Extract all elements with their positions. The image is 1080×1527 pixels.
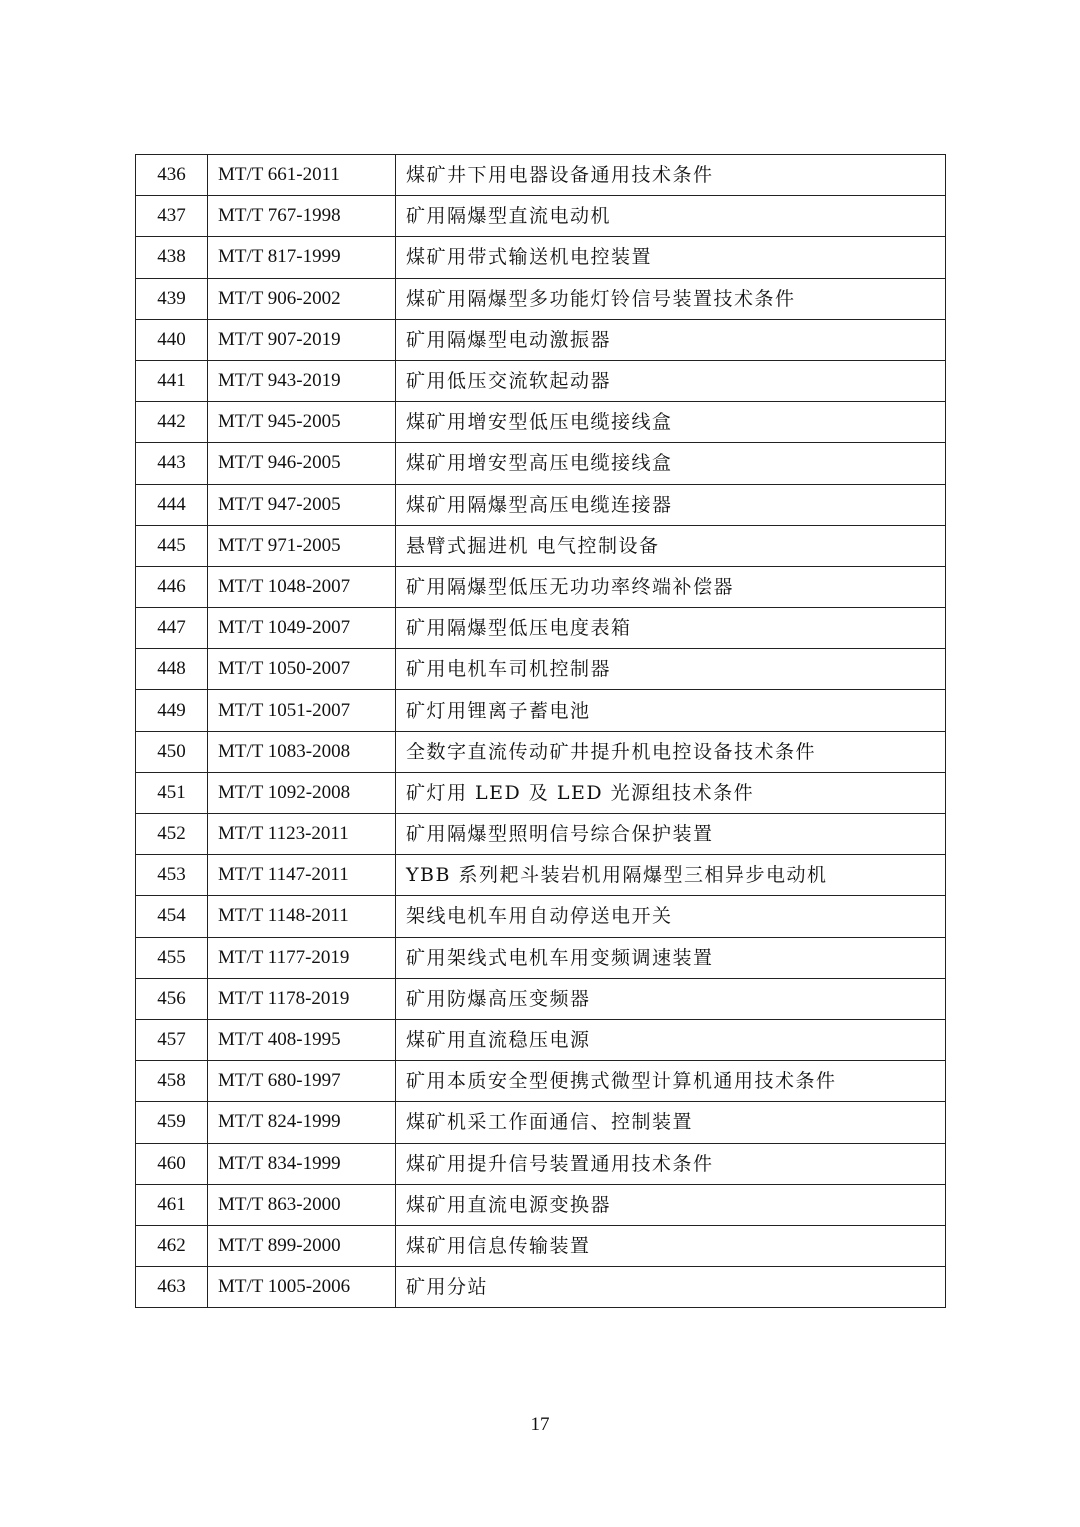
- standard-name-cell: 煤矿用隔爆型多功能灯铃信号装置技术条件: [396, 278, 946, 319]
- table-row: [136, 690, 946, 731]
- standard-name-cell: 矿用隔爆型照明信号综合保护装置: [396, 814, 946, 855]
- standard-code-cell: MT/T 945-2005: [208, 402, 396, 443]
- standard-name-cell: 矿用电机车司机控制器: [396, 649, 946, 690]
- standard-code-cell: MT/T 1123-2011: [208, 814, 396, 855]
- table-row: [136, 1102, 946, 1143]
- standard-code-cell: MT/T 946-2005: [208, 443, 396, 484]
- row-number-cell: 450: [136, 731, 208, 772]
- row-number-cell: 441: [136, 360, 208, 401]
- row-number-cell: 463: [136, 1267, 208, 1308]
- row-number-cell: 459: [136, 1102, 208, 1143]
- table-row: [136, 1184, 946, 1225]
- standard-name-cell: 矿灯用锂离子蓄电池: [396, 690, 946, 731]
- standard-name-cell: 煤矿用信息传输装置: [396, 1225, 946, 1266]
- table-row: [136, 278, 946, 319]
- standard-name-cell: 矿用本质安全型便携式微型计算机通用技术条件: [396, 1061, 946, 1102]
- standard-name-cell: 矿用隔爆型低压电度表箱: [396, 608, 946, 649]
- table-row: [136, 237, 946, 278]
- row-number-cell: 461: [136, 1184, 208, 1225]
- standard-name-cell: 矿用架线式电机车用变频调速装置: [396, 937, 946, 978]
- standard-code-cell: MT/T 1005-2006: [208, 1267, 396, 1308]
- row-number-cell: 437: [136, 196, 208, 237]
- row-number-cell: 458: [136, 1061, 208, 1102]
- standard-name-cell: 煤矿井下用电器设备通用技术条件: [396, 155, 946, 196]
- row-number-cell: 439: [136, 278, 208, 319]
- table-row: [136, 772, 946, 813]
- row-number-cell: 460: [136, 1143, 208, 1184]
- standard-code-cell: MT/T 834-1999: [208, 1143, 396, 1184]
- table-row: [136, 731, 946, 772]
- table-row: [136, 1225, 946, 1266]
- table-row: [136, 566, 946, 607]
- row-number-cell: 438: [136, 237, 208, 278]
- table-row: [136, 525, 946, 566]
- standard-code-cell: MT/T 1147-2011: [208, 855, 396, 896]
- row-number-cell: 448: [136, 649, 208, 690]
- standard-code-cell: MT/T 947-2005: [208, 484, 396, 525]
- row-number-cell: 451: [136, 772, 208, 813]
- standard-name-cell: 煤矿用直流电源变换器: [396, 1184, 946, 1225]
- standard-code-cell: MT/T 863-2000: [208, 1184, 396, 1225]
- row-number-cell: 452: [136, 814, 208, 855]
- row-number-cell: 454: [136, 896, 208, 937]
- table-row: [136, 1061, 946, 1102]
- row-number-cell: 436: [136, 155, 208, 196]
- table-row: [136, 484, 946, 525]
- row-number-cell: 456: [136, 978, 208, 1019]
- standard-code-cell: MT/T 1178-2019: [208, 978, 396, 1019]
- standard-name-cell: 悬臂式掘进机 电气控制设备: [396, 525, 946, 566]
- standard-name-cell: 煤矿用隔爆型高压电缆连接器: [396, 484, 946, 525]
- table-row: [136, 1143, 946, 1184]
- row-number-cell: 447: [136, 608, 208, 649]
- standard-name-cell: YBB 系列耙斗装岩机用隔爆型三相异步电动机: [396, 855, 946, 896]
- standard-code-cell: MT/T 971-2005: [208, 525, 396, 566]
- standard-name-cell: 架线电机车用自动停送电开关: [396, 896, 946, 937]
- row-number-cell: 446: [136, 566, 208, 607]
- table-row: [136, 1267, 946, 1308]
- table-row: [136, 937, 946, 978]
- table-row: [136, 443, 946, 484]
- table-row: [136, 402, 946, 443]
- table-row: [136, 155, 946, 196]
- table-row: [136, 319, 946, 360]
- standard-name-cell: 矿用隔爆型低压无功功率终端补偿器: [396, 566, 946, 607]
- standards-table-body: [136, 155, 946, 1308]
- table-row: [136, 649, 946, 690]
- standard-code-cell: MT/T 1051-2007: [208, 690, 396, 731]
- standard-code-cell: MT/T 1049-2007: [208, 608, 396, 649]
- page-number: 17: [530, 1414, 550, 1435]
- row-number-cell: 440: [136, 319, 208, 360]
- row-number-cell: 455: [136, 937, 208, 978]
- standard-code-cell: MT/T 1092-2008: [208, 772, 396, 813]
- standard-name-cell: 煤矿机采工作面通信、控制装置: [396, 1102, 946, 1143]
- standard-name-cell: 矿用低压交流软起动器: [396, 360, 946, 401]
- table-row: [136, 978, 946, 1019]
- row-number-cell: 445: [136, 525, 208, 566]
- standard-code-cell: MT/T 1048-2007: [208, 566, 396, 607]
- standard-code-cell: MT/T 1148-2011: [208, 896, 396, 937]
- standard-name-cell: 矿用防爆高压变频器: [396, 978, 946, 1019]
- standard-code-cell: MT/T 408-1995: [208, 1019, 396, 1060]
- standard-code-cell: MT/T 1177-2019: [208, 937, 396, 978]
- standard-name-cell: 矿灯用 LED 及 LED 光源组技术条件: [396, 772, 946, 813]
- row-number-cell: 443: [136, 443, 208, 484]
- standard-name-cell: 矿用分站: [396, 1267, 946, 1308]
- standard-name-cell: 煤矿用直流稳压电源: [396, 1019, 946, 1060]
- standard-code-cell: MT/T 661-2011: [208, 155, 396, 196]
- standard-code-cell: MT/T 943-2019: [208, 360, 396, 401]
- standard-code-cell: MT/T 906-2002: [208, 278, 396, 319]
- table-row: [136, 196, 946, 237]
- table-row: [136, 814, 946, 855]
- standard-code-cell: MT/T 899-2000: [208, 1225, 396, 1266]
- standards-table: [135, 154, 946, 1308]
- standard-code-cell: MT/T 767-1998: [208, 196, 396, 237]
- standard-code-cell: MT/T 1050-2007: [208, 649, 396, 690]
- standard-name-cell: 煤矿用提升信号装置通用技术条件: [396, 1143, 946, 1184]
- standard-name-cell: 矿用隔爆型直流电动机: [396, 196, 946, 237]
- standard-name-cell: 煤矿用增安型高压电缆接线盒: [396, 443, 946, 484]
- row-number-cell: 462: [136, 1225, 208, 1266]
- table-row: [136, 360, 946, 401]
- standard-name-cell: 煤矿用带式输送机电控装置: [396, 237, 946, 278]
- standard-name-cell: 全数字直流传动矿井提升机电控设备技术条件: [396, 731, 946, 772]
- table-row: [136, 1019, 946, 1060]
- standard-code-cell: MT/T 817-1999: [208, 237, 396, 278]
- standard-code-cell: MT/T 907-2019: [208, 319, 396, 360]
- standard-code-cell: MT/T 680-1997: [208, 1061, 396, 1102]
- table-row: [136, 855, 946, 896]
- standard-name-cell: 矿用隔爆型电动激振器: [396, 319, 946, 360]
- row-number-cell: 444: [136, 484, 208, 525]
- standard-name-cell: 煤矿用增安型低压电缆接线盒: [396, 402, 946, 443]
- standard-code-cell: MT/T 1083-2008: [208, 731, 396, 772]
- table-row: [136, 896, 946, 937]
- table-row: [136, 608, 946, 649]
- row-number-cell: 449: [136, 690, 208, 731]
- row-number-cell: 442: [136, 402, 208, 443]
- row-number-cell: 457: [136, 1019, 208, 1060]
- row-number-cell: 453: [136, 855, 208, 896]
- standard-code-cell: MT/T 824-1999: [208, 1102, 396, 1143]
